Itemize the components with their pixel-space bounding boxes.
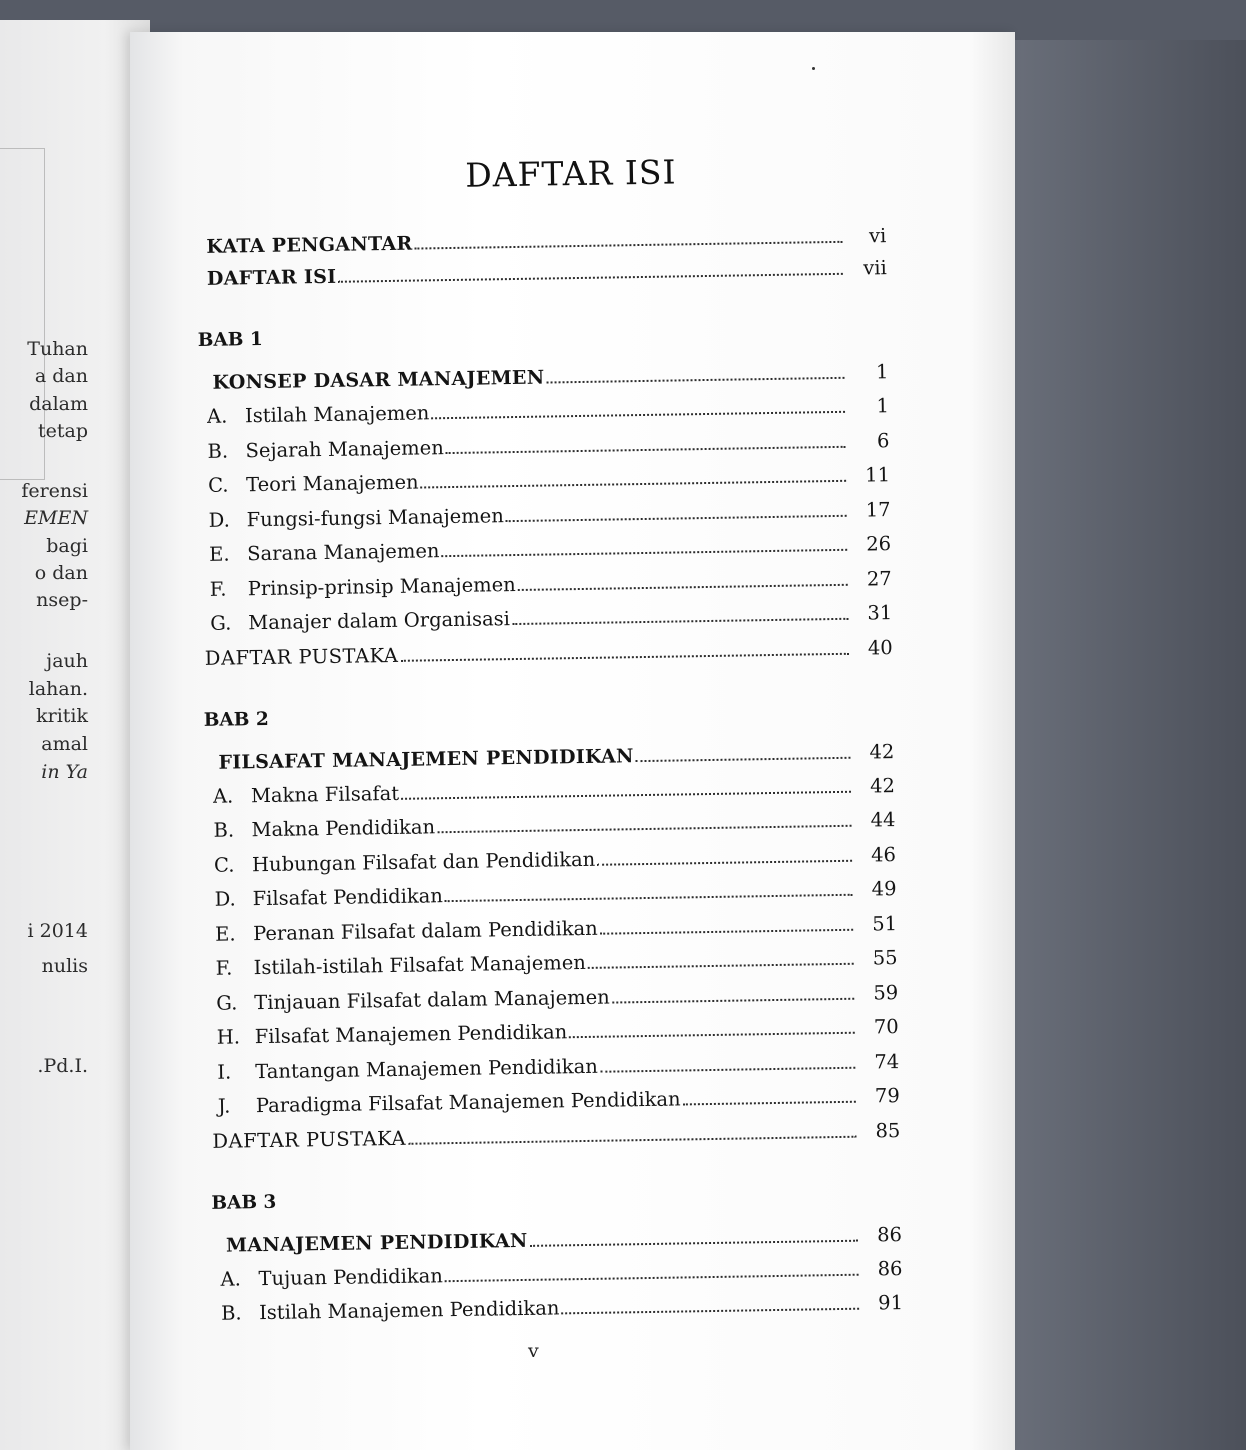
toc-row	[209, 560, 891, 601]
toc-item-letter: F.	[209, 577, 227, 601]
toc-row	[214, 836, 896, 877]
dot-leader	[506, 514, 847, 521]
chapter-label: BAB 2	[203, 708, 269, 731]
toc-page-number: 1	[875, 360, 889, 384]
left-page-fragment: jauh	[46, 650, 88, 672]
toc-page-number: 55	[872, 946, 898, 970]
dot-leader	[401, 790, 851, 799]
left-page-fragment: o dan	[34, 562, 88, 584]
toc-row	[213, 801, 895, 842]
toc-item-label: Filsafat Pendidikan	[252, 884, 444, 911]
left-page-fragment: lahan.	[28, 678, 88, 700]
toc-row	[220, 1250, 902, 1291]
toc-row	[205, 629, 893, 670]
dot-leader	[569, 1032, 855, 1038]
toc-item-label: Manajer dalam Organisasi	[248, 607, 511, 635]
toc-item-label: KATA PENGANTAR	[206, 232, 413, 258]
toc-item-letter: A.	[212, 783, 234, 808]
left-page-fragment: dalam	[29, 393, 88, 415]
toc-page-number: 27	[866, 566, 892, 590]
left-page-fragment: in Ya	[41, 761, 88, 783]
toc-item-letter: H.	[216, 1025, 241, 1049]
toc-page-number: 31	[867, 601, 893, 625]
dot-leader	[512, 618, 848, 625]
toc-item-letter: G.	[216, 990, 238, 1015]
toc-item-letter: D.	[214, 887, 236, 911]
toc-row	[226, 1216, 902, 1257]
toc-item-letter: E.	[214, 921, 236, 946]
toc-item-letter: J.	[217, 1094, 231, 1118]
toc-page-number: 86	[876, 1222, 903, 1246]
toc-page-number: 44	[870, 808, 896, 832]
dot-leader	[530, 1239, 858, 1246]
toc-item-letter: A.	[206, 404, 228, 428]
left-page-fragment: tetap	[37, 420, 88, 442]
toc-page-number: 42	[869, 773, 896, 797]
toc-row	[215, 939, 897, 980]
dot-leader	[400, 652, 848, 661]
toc-page-number: 42	[869, 739, 895, 763]
toc-item-label: DAFTAR PUSTAKA	[212, 1126, 407, 1153]
left-page-fragment: amal	[41, 733, 88, 755]
toc-row	[212, 353, 888, 394]
chapter-label: BAB 3	[211, 1191, 277, 1214]
toc-item-label: Istilah Manajemen Pendidikan	[258, 1296, 560, 1325]
dot-leader	[415, 241, 843, 250]
toc-row	[215, 905, 897, 946]
paper-speck	[812, 67, 815, 70]
toc-item-label: KONSEP DASAR MANAJEMEN	[212, 366, 545, 394]
toc-row	[217, 1043, 899, 1084]
toc-page-number: 51	[872, 911, 898, 935]
toc-row	[208, 491, 890, 532]
toc-item-label: Filsafat Manajemen Pendidikan	[254, 1020, 568, 1049]
dot-leader	[636, 756, 851, 761]
left-page-fragment: EMEN	[24, 507, 88, 529]
toc-page-number: 70	[873, 1015, 899, 1039]
toc-item-label: DAFTAR PUSTAKA	[204, 643, 399, 670]
toc-page-number: 49	[871, 877, 897, 901]
toc-item-letter: G.	[210, 611, 232, 635]
toc-row	[212, 1112, 900, 1153]
dot-leader	[518, 583, 848, 590]
toc-item-letter: B.	[220, 1301, 242, 1325]
toc-page-number: 85	[875, 1118, 901, 1142]
toc-page-number: 74	[874, 1049, 900, 1073]
dot-leader	[683, 1101, 856, 1106]
toc-item-label: Istilah Manajemen	[244, 401, 430, 428]
left-page-fragment: Tuhan	[27, 338, 88, 360]
dot-leader	[445, 894, 853, 902]
dot-leader	[445, 1273, 859, 1281]
background-dark-edge	[1006, 40, 1246, 1450]
toc-item-letter: B.	[207, 439, 229, 463]
toc-row	[214, 870, 896, 911]
toc-row	[221, 1284, 903, 1325]
left-page-fragment: bagi	[46, 535, 88, 557]
toc-item-label: Prinsip-prinsip Manajemen	[247, 572, 516, 600]
toc-row	[216, 1008, 898, 1049]
dot-leader	[421, 480, 846, 489]
toc-page-number: 1	[876, 394, 890, 418]
toc-page-number: 11	[865, 463, 891, 487]
toc-item-label: Peranan Filsafat dalam Pendidikan	[252, 916, 598, 945]
toc-item-letter: A.	[220, 1266, 242, 1291]
left-page-fragment: ferensi	[21, 480, 88, 502]
dot-leader	[588, 963, 854, 969]
toc-item-label: MANAJEMEN PENDIDIKAN	[225, 1229, 528, 1257]
toc-page-number: 91	[878, 1291, 904, 1315]
dot-leader	[597, 859, 852, 865]
left-page-fragment: .Pd.I.	[37, 1055, 88, 1077]
toc-page-number: 40	[867, 635, 893, 659]
toc-page-number: vii	[863, 256, 887, 280]
dot-leader	[338, 273, 843, 283]
toc-item-label: Tujuan Pendidikan	[258, 1263, 444, 1290]
toc-page-number: 86	[877, 1256, 903, 1280]
toc-page-number: 17	[865, 497, 891, 522]
toc-page-number: 59	[873, 980, 899, 1004]
toc-item-label: DAFTAR ISI	[206, 265, 337, 290]
toc-row	[218, 1077, 900, 1118]
left-page-fragment: a dan	[34, 365, 88, 387]
toc-item-label: Paradigma Filsafat Manajemen Pendidikan	[255, 1087, 681, 1118]
toc-item-label: Sejarah Manajemen	[245, 435, 444, 462]
dot-leader	[600, 928, 853, 934]
toc-page-number: 79	[874, 1084, 900, 1108]
toc-page-number: 26	[866, 532, 892, 556]
toc-page-number: 46	[870, 842, 897, 866]
left-page-fragment: i 2014	[27, 920, 88, 942]
toc-page-number: 6	[876, 428, 890, 452]
dot-leader	[600, 1066, 855, 1072]
toc-item-label: Fungsi-fungsi Manajemen	[246, 503, 504, 531]
dot-leader	[431, 411, 845, 419]
toc-item-letter: I.	[217, 1060, 232, 1084]
dot-leader	[561, 1308, 859, 1315]
toc-item-letter: C.	[213, 852, 235, 877]
toc-row	[207, 422, 889, 463]
toc-row	[207, 387, 889, 428]
left-page-fragment: nulis	[41, 955, 88, 977]
toc-item-letter: B.	[213, 818, 235, 842]
toc-item-letter: E.	[209, 542, 230, 566]
toc-item-label: Makna Filsafat	[250, 781, 400, 807]
chapter-label: BAB 1	[197, 328, 263, 351]
dot-leader	[442, 549, 848, 557]
toc-row	[208, 456, 890, 497]
toc-item-label: Sarana Manajemen	[247, 539, 440, 566]
left-page	[0, 20, 150, 1450]
toc-item-letter: F.	[215, 956, 233, 980]
dot-leader	[408, 1135, 856, 1144]
toc-row	[216, 974, 898, 1015]
toc-item-label: Hubungan Filsafat dan Pendidikan	[251, 847, 596, 876]
toc-item-letter: D.	[208, 507, 230, 532]
toc-item-label: FILSAFAT MANAJEMEN PENDIDIKAN	[218, 744, 634, 774]
toc-row	[209, 525, 891, 566]
toc-page-number: vi	[868, 224, 887, 248]
toc-item-label: Istilah-istilah Filsafat Manajemen	[253, 950, 587, 980]
toc-item-label: Tantangan Manajemen Pendidikan	[255, 1054, 598, 1083]
dot-leader	[612, 997, 854, 1003]
toc-row	[218, 733, 894, 774]
left-page-fragment: nsep-	[36, 589, 88, 611]
left-page-fragment: kritik	[36, 705, 88, 727]
toc-item-label: Makna Pendidikan	[251, 815, 436, 842]
table-of-contents	[195, 149, 914, 1360]
dot-leader	[446, 445, 846, 453]
dot-leader	[546, 377, 844, 384]
toc-item-label: Tinjauan Filsafat dalam Manajemen	[254, 985, 610, 1014]
toc-item-letter: C.	[207, 473, 229, 497]
dot-leader	[437, 825, 851, 834]
toc-row	[213, 767, 895, 808]
toc-row	[210, 594, 892, 635]
page-number: v	[528, 1340, 539, 1362]
page-title: DAFTAR ISI	[464, 152, 677, 195]
toc-item-label: Teori Manajemen	[245, 470, 419, 497]
